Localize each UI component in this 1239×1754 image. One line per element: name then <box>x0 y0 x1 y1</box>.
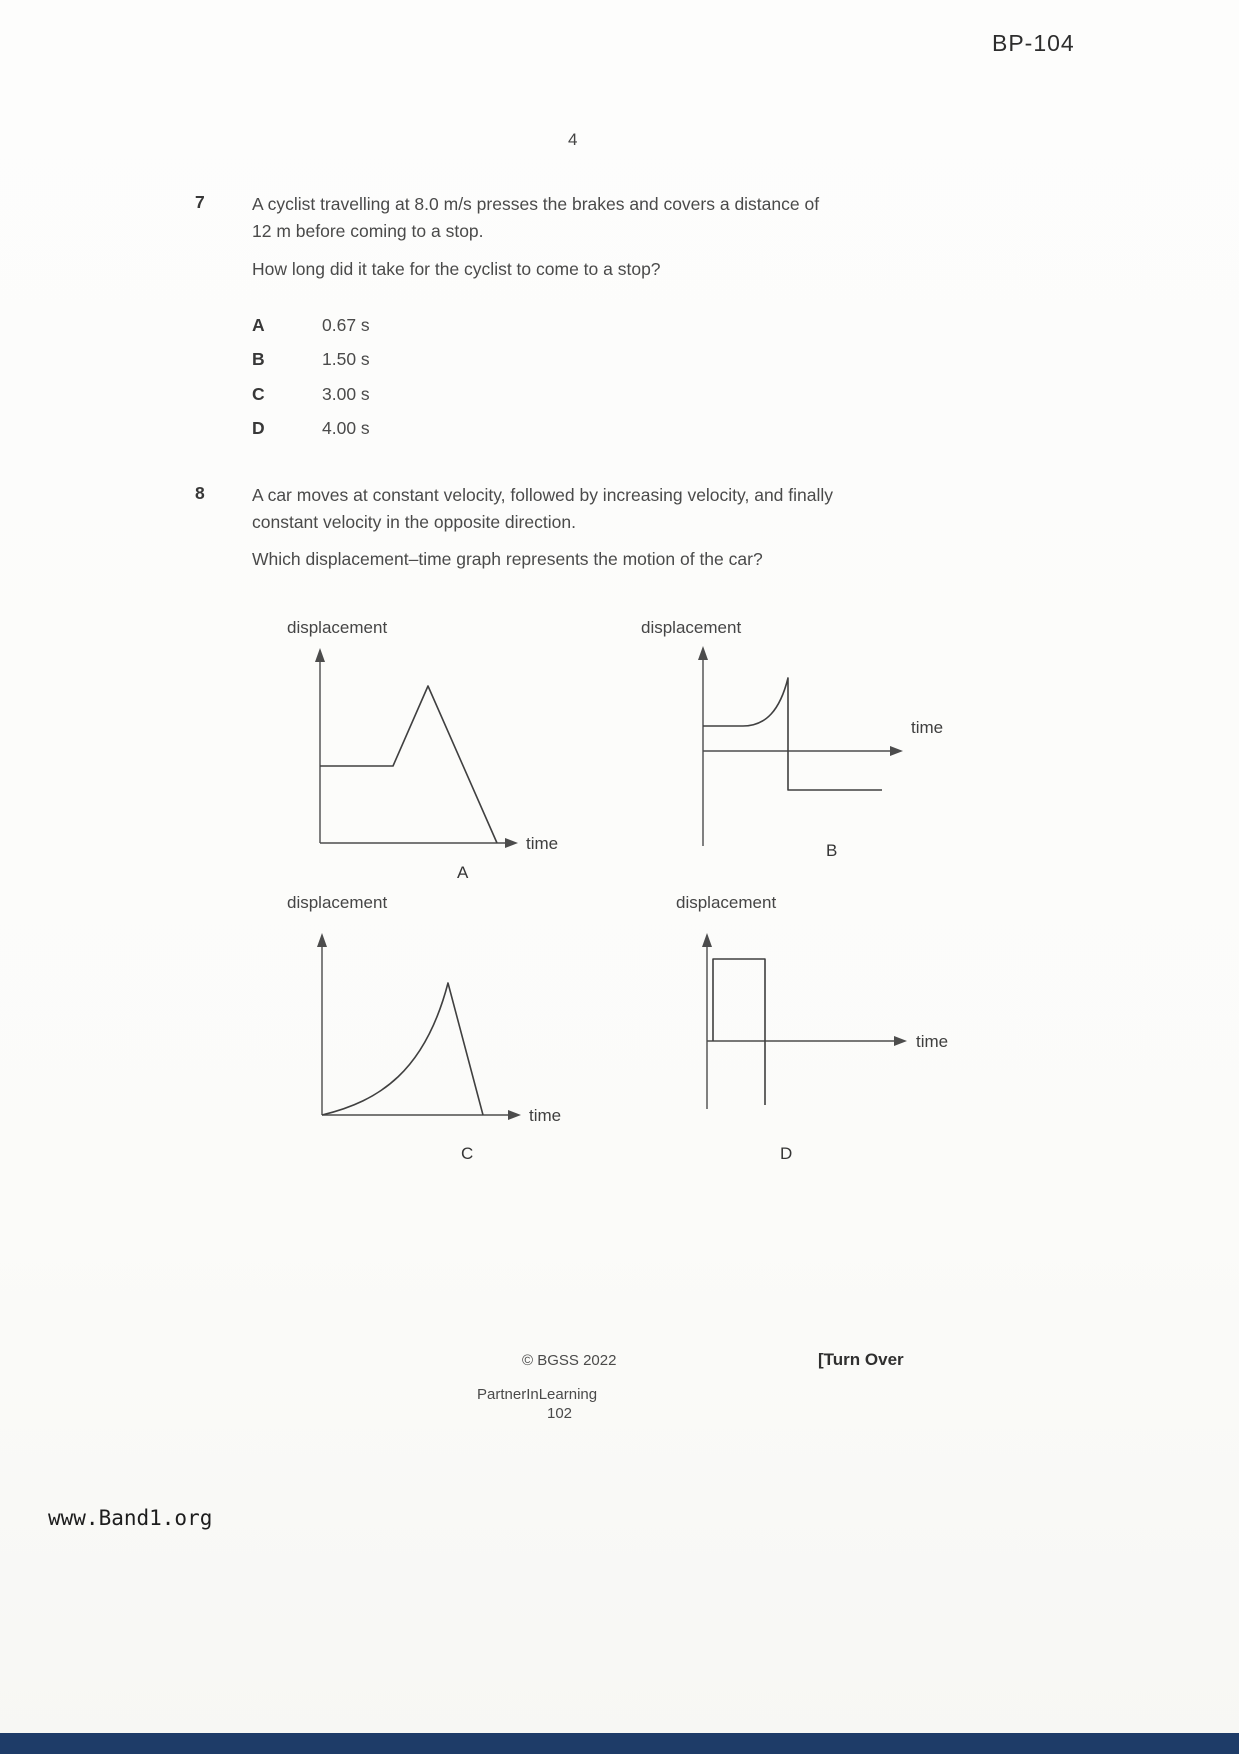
graph-label: B <box>826 841 838 860</box>
graph-label: C <box>461 1144 474 1163</box>
y-axis-arrow-icon <box>317 933 327 947</box>
footer-code: 102 <box>547 1405 573 1422</box>
question-8-prompt: Which displacement–time graph represents the motion of the car? <box>252 549 763 569</box>
time-axis-label: time <box>916 1032 949 1051</box>
displacement-curve <box>320 686 497 843</box>
y-axis-arrow-icon <box>702 933 712 947</box>
time-axis-label: time <box>911 718 944 737</box>
option-letter: B <box>252 349 265 369</box>
displacement-axis-label: displacement <box>287 618 388 637</box>
question-8-stem-line-2: constant velocity in the opposite direction. <box>252 512 576 533</box>
page-number: 4 <box>568 130 578 149</box>
footer-partner: PartnerInLearning <box>477 1386 598 1403</box>
question-7-stem <box>252 191 932 245</box>
time-axis-label: time <box>529 1106 562 1125</box>
graph-label: A <box>457 863 469 882</box>
graph-A-plot <box>285 638 585 883</box>
graph-B <box>640 618 960 878</box>
x-axis-arrow-icon <box>894 1036 907 1046</box>
option-letter: A <box>252 315 265 335</box>
option-letter: D <box>252 418 265 438</box>
y-axis-arrow-icon <box>315 648 325 662</box>
y-axis-arrow-icon <box>698 646 708 660</box>
scan-bottom-bar <box>0 1733 1239 1754</box>
question-7-number: 7 <box>195 192 205 212</box>
option-value: 4.00 s <box>322 418 370 438</box>
time-axis-label: time <box>526 834 559 853</box>
graph-label: D <box>780 1144 793 1163</box>
question-8-number: 8 <box>195 483 205 503</box>
question-8-stem-line-1: A car moves at constant velocity, followed by increasing velocity, and finally <box>252 485 834 505</box>
option-value: 3.00 s <box>322 384 370 404</box>
option-value: 0.67 s <box>322 315 370 335</box>
question-8-stem <box>252 482 952 536</box>
graph-A <box>285 618 585 883</box>
turn-over-label: [Turn Over <box>818 1350 904 1369</box>
graph-D-plot <box>668 913 968 1168</box>
footer-copyright: © BGSS 2022 <box>522 1352 617 1369</box>
option-letter: C <box>252 384 265 404</box>
question-7-prompt: How long did it take for the cyclist to come to a stop? <box>252 259 661 279</box>
graph-C-plot <box>285 913 585 1168</box>
graph-D <box>668 893 968 1168</box>
displacement-axis-label: displacement <box>641 618 742 637</box>
x-axis-arrow-icon <box>505 838 518 848</box>
displacement-curve <box>703 678 882 790</box>
x-axis-arrow-icon <box>508 1110 521 1120</box>
x-axis-arrow-icon <box>890 746 903 756</box>
displacement-axis-label: displacement <box>676 893 777 912</box>
displacement-curve <box>322 983 483 1115</box>
question-7-stem-line-1: A cyclist travelling at 8.0 m/s presses the brakes and covers a distance of <box>252 194 820 214</box>
graph-C <box>285 893 585 1168</box>
question-7-stem-line-2: 12 m before coming to a stop. <box>252 221 484 242</box>
graph-B-plot <box>640 638 960 878</box>
option-value: 1.50 s <box>322 349 370 369</box>
displacement-curve <box>713 959 765 1105</box>
displacement-axis-label: displacement <box>287 893 388 912</box>
doc-code: BP-104 <box>992 30 1075 56</box>
watermark-url: www.Band1.org <box>48 1506 213 1530</box>
